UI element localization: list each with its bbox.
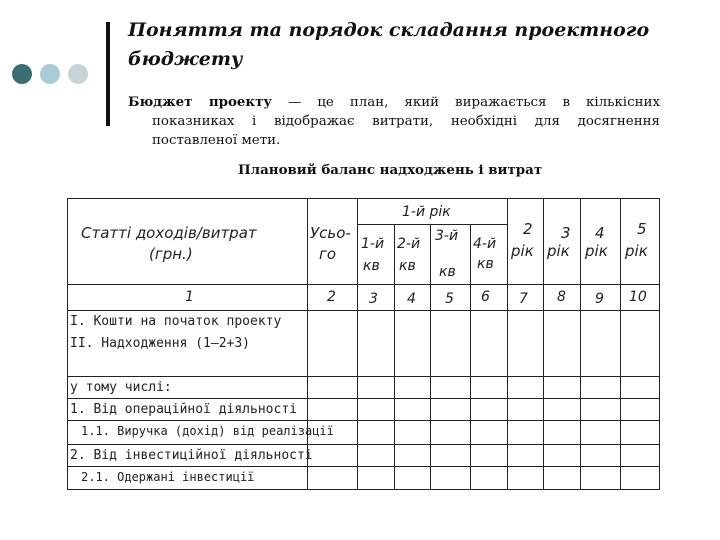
header-y2-a: 2: [523, 220, 533, 238]
col-number-6: 6: [481, 289, 490, 305]
definition-line3: поставленої мети.: [152, 133, 281, 148]
col-number-7: 7: [519, 291, 528, 307]
row-label: II. Надходження (1–2+3): [70, 336, 251, 351]
header-y4-b: рік: [585, 242, 608, 260]
definition-term: Бюджет проекту: [128, 94, 272, 110]
header-y5-a: 5: [637, 220, 647, 238]
row-label: 2. Від інвестиційної діяльності: [70, 448, 313, 463]
table-caption: Плановий баланс надходжень і витрат: [238, 162, 543, 178]
header-year1: 1-й рік: [402, 204, 451, 220]
budget-table: [67, 198, 660, 490]
col-number-4: 4: [407, 291, 416, 307]
title-divider: [106, 22, 110, 126]
header-q4-b: кв: [477, 256, 494, 272]
row-label: 2.1. Одержані інвестиції: [81, 470, 255, 484]
header-y5-b: рік: [625, 242, 648, 260]
row-label: у тому числі:: [70, 380, 172, 395]
header-q4-a: 4-й: [473, 236, 497, 252]
dot-light-icon: [40, 64, 60, 84]
dot-dark-icon: [12, 64, 32, 84]
header-q2-b: кв: [399, 258, 416, 274]
header-y4-a: 4: [595, 224, 605, 242]
row-label: 1.1. Виручка (дохід) від реалізації: [81, 424, 334, 438]
col-number-8: 8: [557, 289, 566, 305]
header-y3-a: 3: [561, 224, 571, 242]
col-number-2: 2: [327, 289, 336, 305]
header-q2-a: 2-й: [397, 236, 421, 252]
row-label: 1. Від операційної діяльності: [70, 402, 297, 417]
col-number-10: 10: [629, 289, 647, 305]
col-number-9: 9: [595, 291, 604, 307]
slide-title: Поняття та порядок складання проектного бюджету: [128, 19, 650, 70]
col-number-5: 5: [445, 291, 454, 307]
col-number-1: 1: [185, 289, 194, 305]
row-label: I. Кошти на початок проекту: [70, 314, 282, 329]
header-q3-a: 3-й: [435, 228, 459, 244]
dot-pale-icon: [68, 64, 88, 84]
definition-paragraph: [128, 93, 660, 150]
header-q1-b: кв: [363, 258, 380, 274]
header-y2-b: рік: [511, 242, 534, 260]
col-number-3: 3: [369, 291, 378, 307]
header-q1-a: 1-й: [361, 236, 385, 252]
definition-line2: показниках і відображає витрати, необхідні для досягнення: [152, 114, 660, 129]
header-total-2: го: [319, 245, 337, 263]
header-units: (грн.): [149, 245, 193, 263]
header-q3-b: кв: [439, 264, 456, 280]
header-y3-b: рік: [547, 242, 570, 260]
header-total-1: Усьо-: [310, 224, 351, 242]
definition-line1: — це план, який виражається в кількісних: [271, 95, 660, 110]
header-items: Статті доходів/витрат: [81, 224, 257, 242]
